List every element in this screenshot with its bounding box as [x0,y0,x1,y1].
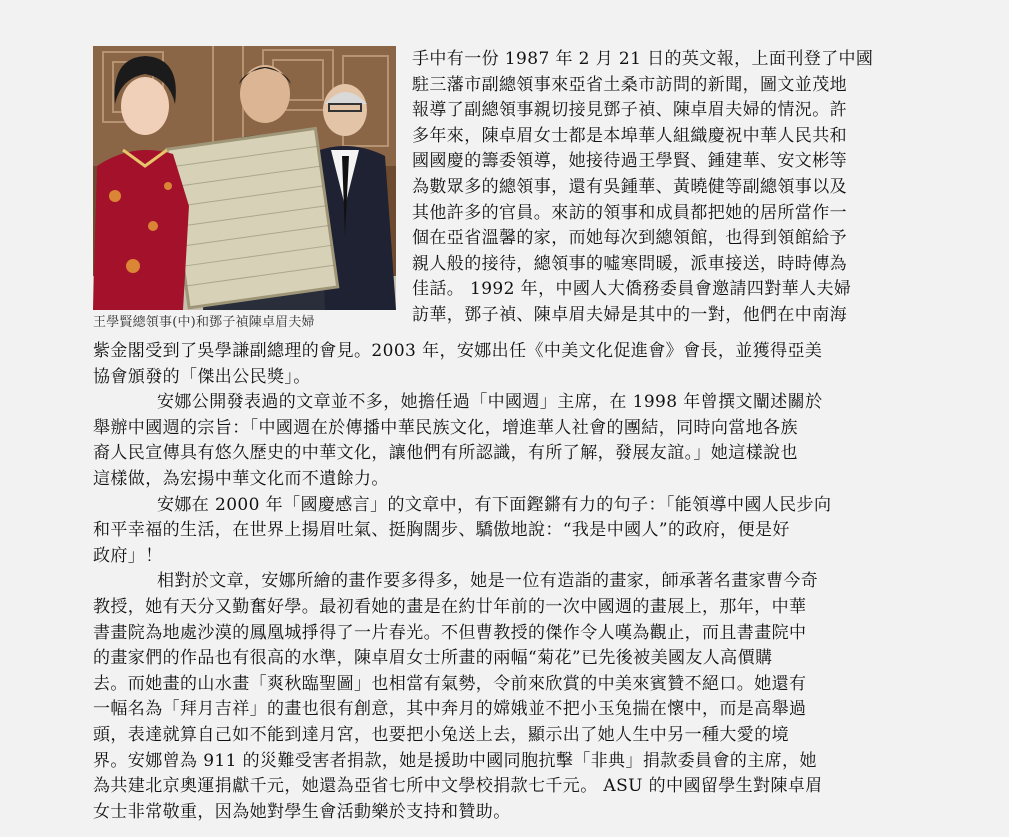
text-line: 手中有一份 1987 年 2 月 21 日的英文報，上面刊登了中國 [412,49,874,69]
text-line: 協會頒發的「傑出公民獎」。 [93,366,311,387]
text-line: 報導了副總領事親切接見鄧子禎、陳卓眉夫婦的情況。許 [412,100,847,121]
text-line: 裔人民宣傳具有悠久歷史的中華文化，讓他們有所認識，有所了解，發展友誼。」她這樣說也 [93,443,798,464]
body-text [93,339,933,825]
photo [93,46,396,310]
text-line: 國國慶的籌委領導，她接待過王學賢、鍾建華、安文彬等 [412,151,847,172]
text-line: 書畫院為地處沙漠的鳳凰城掙得了一片春光。不但曹教授的傑作令人嘆為觀止，而且書畫院中 [93,622,807,643]
text-line: 一幅名為「拜月吉祥」的畫也很有創意，其中奔月的嫦娥並不把小玉兔揣在懷中，而是高舉過 [93,699,807,720]
photo-caption: 王學賢總領事(中)和鄧子禎陳卓眉夫婦 [93,315,315,330]
text-line: 界。安娜曾為 911 的災難受害者捐款，她是援助中國同胞抗擊「非典」捐款委員會的主席，她 [93,750,817,771]
text-line: 安娜在 2000 年「國慶感言」的文章中，有下面鏗鏘有力的句子：「能領導中國人民步向 [157,494,832,515]
text-line: 頭，表達就算自己如不能到達月宮，也要把小兔送上去，顯示出了她人生中另一種大愛的境 [93,724,789,745]
text-line: 去。而她畫的山水畫「爽秋臨聖圖」也相當有氣勢，令前來欣賞的中美來賓贊不絕口。她還有 [93,673,807,694]
text-line: 政府」！ [93,545,163,566]
text-line: 安娜公開發表過的文章並不多，她擔任過「中國週」主席，在 1998 年曾撰文闡述關於 [157,392,823,413]
text-line: 佳話。 1992 年，中國人大僑務委員會邀請四對華人夫婦 [412,279,852,300]
text-line: 為數眾多的總領事，還有吳鍾華、黃曉健等副總領事以及 [412,176,847,197]
text-line: 相對於文章，安娜所繪的畫作要多得多，她是一位有造詣的畫家，師承著名畫家曹今奇 [157,571,819,592]
text-line: 的畫家們的作品也有很高的水準，陳卓眉女士所畫的兩幅“菊花”已先後被美國友人高價購 [93,648,773,669]
text-line: 女士非常敬重，因為她對學生會活動樂於支持和贊助。 [93,801,511,822]
text-line: 親人般的接待，總領事的噓寒問暖，派車接送，時時傳為 [412,253,847,274]
text-line: 訪華，鄧子禎、陳卓眉夫婦是其中的一對，他們在中南海 [412,304,847,325]
side-text-column [412,47,932,329]
text-line: 個在亞省溫馨的家，而她每次到總領館，也得到領館給予 [412,228,847,249]
text-line: 多年來，陳卓眉女士都是本埠華人組織慶祝中華人民共和 [412,125,847,146]
text-line: 駐三藩市副總領事來亞省土桑市訪問的新聞，圖文並茂地 [412,74,847,95]
text-line: 教授，她有天分又勤奮好學。最初看她的畫是在約廿年前的一次中國週的畫展上，那年，中華 [93,596,807,617]
text-line: 這樣做，為宏揚中華文化而不遺餘力。 [93,468,389,489]
text-line: 其他許多的官員。來訪的領事和成員都把她的居所當作一 [412,202,847,223]
text-line: 舉辦中國週的宗旨：「中國週在於傳播中華民族文化，增進華人社會的團結，同時向當地各族 [93,417,798,438]
text-line: 為共建北京奧運捐獻千元，她還為亞省七所中文學校捐款七千元。 ASU 的中國留學生對陳卓眉 [93,776,823,797]
text-line: 紫金閣受到了吳學謙副總理的會見。2003 年，安娜出任《中美文化促進會》會長，並獲得亞美 [93,341,823,361]
text-line: 和平幸福的生活，在世界上揚眉吐氣、挺胸闊步、驕傲地說：“我是中國人”的政府，便是好 [93,520,790,541]
